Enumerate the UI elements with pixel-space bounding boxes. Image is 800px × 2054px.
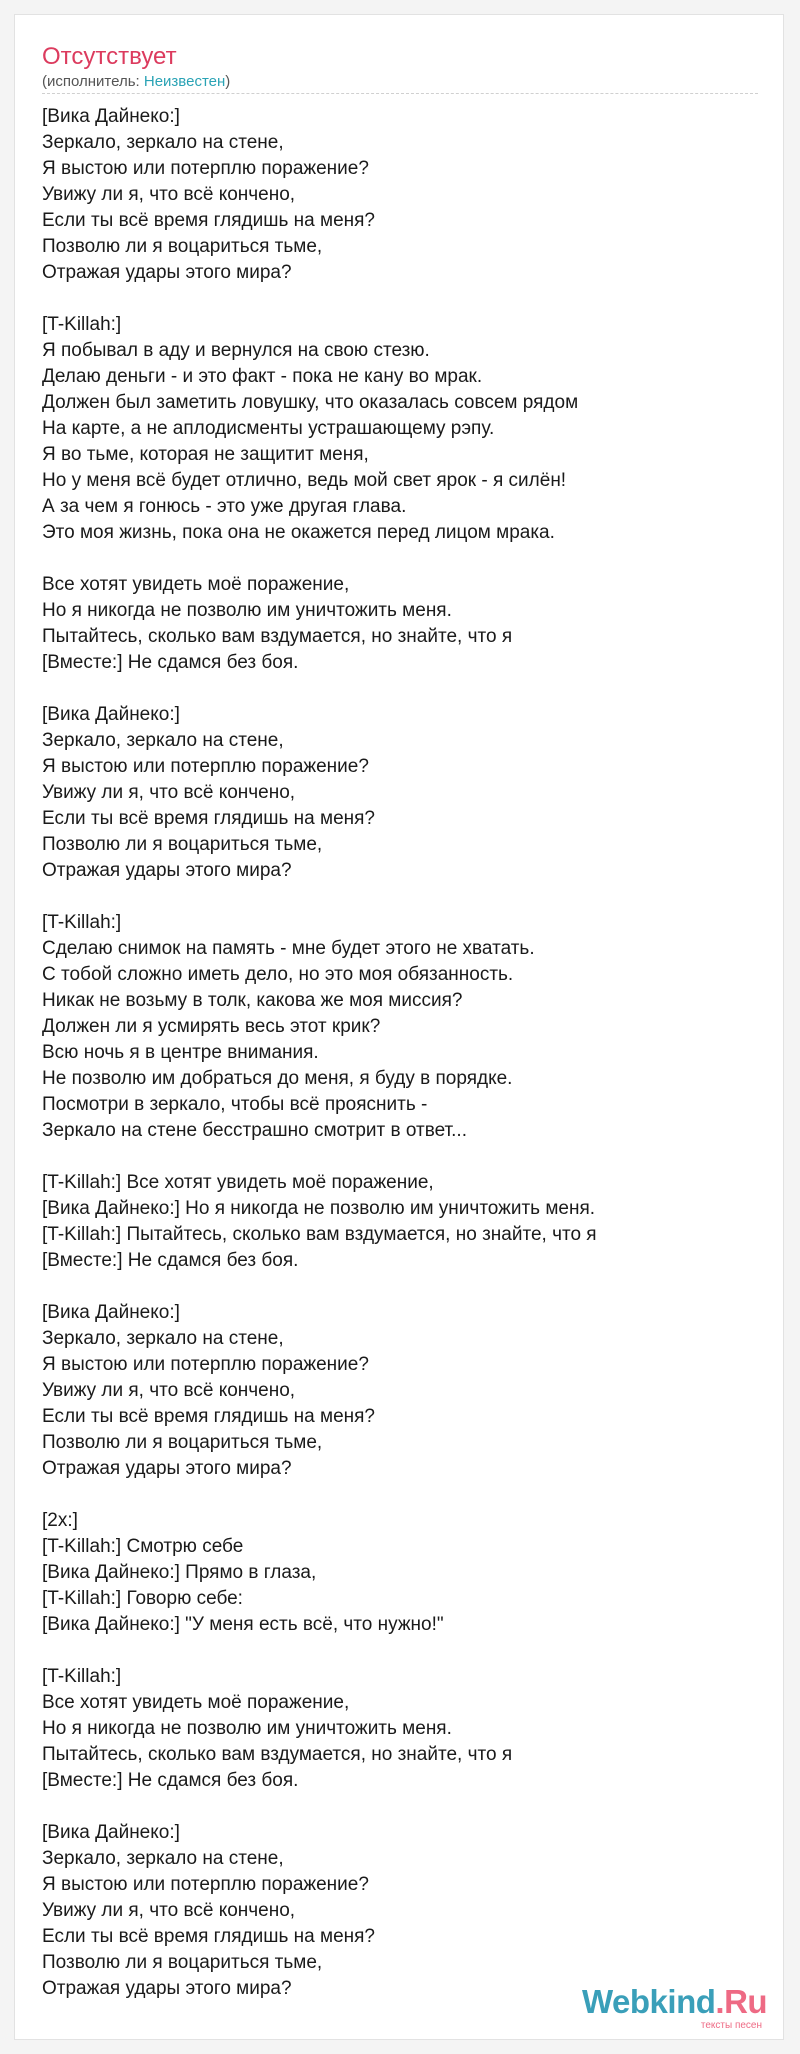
lyric-line: Позволю ли я воцариться тьме, xyxy=(42,834,323,855)
lyric-line: Посмотри в зеркало, чтобы всё прояснить - xyxy=(42,1094,428,1115)
lyric-line: Зеркало на стене бесстрашно смотрит в ответ... xyxy=(42,1120,467,1141)
lyric-line: Сделаю снимок на память - мне будет этого не хватать. xyxy=(42,938,535,959)
lyric-line: [Вика Дайнеко:] xyxy=(42,1302,180,1323)
lyric-line: [T-Killah:] xyxy=(42,1666,122,1687)
artist-prefix: (исполнитель: xyxy=(42,73,144,90)
lyrics-stanza xyxy=(42,1508,742,1638)
lyric-line: Если ты всё время глядишь на меня? xyxy=(42,1406,375,1427)
lyric-line: Отражая удары этого мира? xyxy=(42,860,292,881)
lyric-line: Если ты всё время глядишь на меня? xyxy=(42,1926,375,1947)
logo-main-text: Webkind xyxy=(582,1983,716,2020)
lyric-line: Увижу ли я, что всё кончено, xyxy=(42,184,296,205)
lyric-line: Позволю ли я воцариться тьме, xyxy=(42,1952,323,1973)
lyrics-stanza xyxy=(42,1300,742,1482)
lyrics-stanza xyxy=(42,572,742,676)
lyric-line: Я побывал в аду и вернулся на свою стезю. xyxy=(42,340,430,361)
lyric-line: Это моя жизнь, пока она не окажется перед лицом мрака. xyxy=(42,522,555,543)
lyric-line: Не позволю им добраться до меня, я буду в порядке. xyxy=(42,1068,513,1089)
lyric-line: [T-Killah:] Смотрю себе xyxy=(42,1536,244,1557)
lyric-line: Увижу ли я, что всё кончено, xyxy=(42,1380,296,1401)
logo-wordmark xyxy=(582,1982,767,2022)
lyric-line: На карте, а не аплодисменты устрашающему рэпу. xyxy=(42,418,495,439)
lyric-line: Я во тьме, которая не защитит меня, xyxy=(42,444,369,465)
lyric-line: Отражая удары этого мира? xyxy=(42,262,292,283)
lyric-line: Я выстою или потерплю поражение? xyxy=(42,1874,369,1895)
logo-tagline: тексты песен xyxy=(700,2020,762,2031)
logo-tld: .Ru xyxy=(715,1983,768,2020)
artist-line xyxy=(42,73,230,91)
artist-link[interactable]: Неизвестен xyxy=(143,73,226,90)
lyric-line: Должен был заметить ловушку, что оказалась совсем рядом xyxy=(42,392,579,413)
lyric-line: Я выстою или потерплю поражение? xyxy=(42,158,369,179)
lyrics-stanza xyxy=(42,312,742,546)
lyric-line: Но я никогда не позволю им уничтожить меня. xyxy=(42,600,452,621)
lyric-line: [2x:] xyxy=(42,1510,78,1531)
lyrics-text xyxy=(42,104,742,2028)
lyric-line: Позволю ли я воцариться тьме, xyxy=(42,1432,323,1453)
lyric-line: Позволю ли я воцариться тьме, xyxy=(42,236,323,257)
site-logo[interactable] xyxy=(582,1982,772,2032)
lyrics-stanza xyxy=(42,910,742,1144)
lyric-line: Все хотят увидеть моё поражение, xyxy=(42,1692,350,1713)
lyric-line: Если ты всё время глядишь на меня? xyxy=(42,808,375,829)
lyric-line: Зеркало, зеркало на стене, xyxy=(42,730,284,751)
lyric-line: Я выстою или потерплю поражение? xyxy=(42,756,369,777)
lyric-line: Зеркало, зеркало на стене, xyxy=(42,1848,284,1869)
lyrics-stanza xyxy=(42,1170,742,1274)
lyric-line: Пытайтесь, сколько вам вздумается, но знайте, что я xyxy=(42,626,513,647)
song-title: Отсутствует xyxy=(42,43,177,70)
lyric-line: Но я никогда не позволю им уничтожить меня. xyxy=(42,1718,452,1739)
lyrics-stanza xyxy=(42,702,742,884)
lyric-line: [Вика Дайнеко:] Прямо в глаза, xyxy=(42,1562,317,1583)
lyric-line: Никак не возьму в толк, какова же моя миссия? xyxy=(42,990,463,1011)
lyric-line: [T-Killah:] Все хотят увидеть моё поражение, xyxy=(42,1172,434,1193)
lyric-line: [T-Killah:] xyxy=(42,314,122,335)
lyric-line: [T-Killah:] Пытайтесь, сколько вам вздумается, но знайте, что я xyxy=(42,1224,597,1245)
lyric-line: Все хотят увидеть моё поражение, xyxy=(42,574,350,595)
lyrics-stanza xyxy=(42,1664,742,1794)
lyric-line: Отражая удары этого мира? xyxy=(42,1458,292,1479)
lyric-line: Должен ли я усмирять весь этот крик? xyxy=(42,1016,381,1037)
lyric-line: [Вместе:] Не сдамся без боя. xyxy=(42,652,299,673)
artist-suffix: ) xyxy=(225,73,231,90)
lyric-line: Зеркало, зеркало на стене, xyxy=(42,132,284,153)
lyric-line: Увижу ли я, что всё кончено, xyxy=(42,1900,296,1921)
lyrics-stanza xyxy=(42,104,742,286)
lyric-line: [Вика Дайнеко:] Но я никогда не позволю им уничтожить меня. xyxy=(42,1198,596,1219)
lyric-line: А за чем я гонюсь - это уже другая глава. xyxy=(42,496,407,517)
lyric-line: Если ты всё время глядишь на меня? xyxy=(42,210,375,231)
lyric-line: Я выстою или потерплю поражение? xyxy=(42,1354,369,1375)
lyric-line: Делаю деньги - и это факт - пока не кану во мрак. xyxy=(42,366,483,387)
lyrics-stanza xyxy=(42,1820,742,2002)
lyric-line: [T-Killah:] Говорю себе: xyxy=(42,1588,243,1609)
lyric-line: [Вика Дайнеко:] "У меня есть всё, что нужно!" xyxy=(42,1614,444,1635)
lyric-line: Зеркало, зеркало на стене, xyxy=(42,1328,284,1349)
lyric-line: [Вместе:] Не сдамся без боя. xyxy=(42,1250,299,1271)
lyric-line: Пытайтесь, сколько вам вздумается, но знайте, что я xyxy=(42,1744,513,1765)
lyric-line: Но у меня всё будет отлично, ведь мой свет ярок - я силён! xyxy=(42,470,567,491)
lyric-line: Всю ночь я в центре внимания. xyxy=(42,1042,319,1063)
lyric-line: [T-Killah:] xyxy=(42,912,122,933)
lyric-line: Увижу ли я, что всё кончено, xyxy=(42,782,296,803)
lyric-line: С тобой сложно иметь дело, но это моя обязанность. xyxy=(42,964,514,985)
lyric-line: [Вместе:] Не сдамся без боя. xyxy=(42,1770,299,1791)
lyric-line: Отражая удары этого мира? xyxy=(42,1978,292,1999)
title-divider xyxy=(42,93,758,94)
lyric-line: [Вика Дайнеко:] xyxy=(42,1822,180,1843)
lyric-line: [Вика Дайнеко:] xyxy=(42,704,180,725)
lyric-line: [Вика Дайнеко:] xyxy=(42,106,180,127)
